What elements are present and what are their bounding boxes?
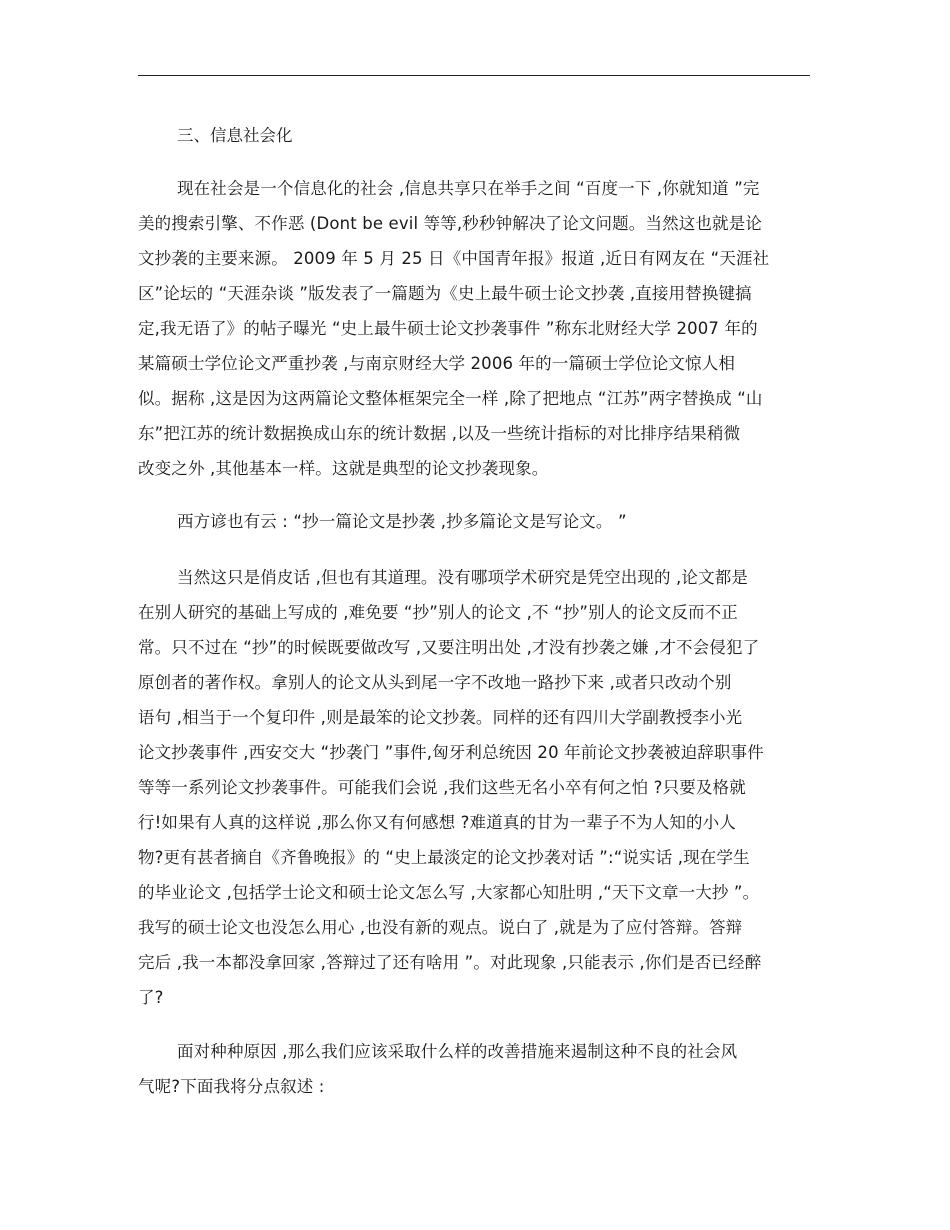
text-line: 论文抄袭事件 ,西安交大 “抄袭门 ”事件,匈牙利总统因 20 年前论文抄袭被迫辞职事件 — [138, 743, 764, 762]
text-line: 在别人研究的基础上写成的 ,难免要 “抄”别人的论文 ,不 “抄”别人的论文反而不正 — [138, 603, 738, 622]
text-line: 区”论坛的 “天涯杂谈 ”版发表了一篇题为《史上最牛硕士论文抄袭 ,直接用替换键搞 — [138, 284, 752, 303]
text-line: 西方谚也有云 : “抄一篇论文是抄袭 ,抄多篇论文是写论文。 ” — [177, 512, 627, 531]
text-line: 完后 ,我一本都没拿回家 ,答辩过了还有啥用 ”。对此现象 ,只能表示 ,你们是否已经醉 — [138, 953, 762, 972]
text-line: 原创者的著作权。拿别人的论文从头到尾一字不改地一路抄下来 ,或者只改动个别 — [138, 673, 732, 692]
text-line: 物?更有甚者摘自《齐鲁晚报》的 “史上最淡定的论文抄袭对话 ”:“说实话 ,现在学生 — [138, 848, 750, 867]
text-line: 似。据称 ,这是因为这两篇论文整体框架完全一样 ,除了把地点 “江苏”两字替换成 “山 — [138, 389, 763, 408]
text-line: 文抄袭的主要来源。 2009 年 5 月 25 日《中国青年报》报道 ,近日有网友在 “天涯社 — [138, 249, 770, 268]
text-line: 常。只不过在 “抄”的时候既要做改写 ,又要注明出处 ,才没有抄袭之嫌 ,才不会侵犯了 — [138, 638, 760, 657]
text-line: 行!如果有人真的这样说 ,那么你又有何感想 ?难道真的甘为一辈子不为人知的小人 — [138, 813, 736, 832]
header-rule — [138, 75, 810, 76]
text-line: 了? — [138, 988, 164, 1007]
text-line: 语句 ,相当于一个复印件 ,则是最笨的论文抄袭。同样的还有四川大学副教授李小光 — [138, 708, 743, 727]
text-line: 等等一系列论文抄袭事件。可能我们会说 ,我们这些无名小卒有何之怕 ?只要及格就 — [138, 778, 746, 797]
text-line: 面对种种原因 ,那么我们应该采取什么样的改善措施来遏制这种不良的社会风 — [177, 1042, 738, 1061]
text-line: 现在社会是一个信息化的社会 ,信息共享只在举手之间 “百度一下 ,你就知道 ”完 — [177, 179, 760, 198]
text-line: 的毕业论文 ,包括学士论文和硕士论文怎么写 ,大家都心知肚明 ,“天下文章一大抄 ”。 — [138, 883, 760, 902]
section-heading: 三、信息社会化 — [177, 126, 293, 145]
text-line: 我写的硕士论文也没怎么用心 ,也没有新的观点。说白了 ,就是为了应付答辩。答辩 — [138, 918, 743, 937]
text-line: 某篇硕士学位论文严重抄袭 ,与南京财经大学 2006 年的一篇硕士学位论文惊人相 — [138, 354, 735, 373]
text-line: 改变之外 ,其他基本一样。这就是典型的论文抄袭现象。 — [138, 459, 549, 478]
text-line: 美的搜索引擎、不作恶 (Dont be evil 等等,秒秒钟解决了论文问题。当然这也就是论 — [138, 214, 762, 233]
text-line: 气呢?下面我将分点叙述 : — [138, 1077, 325, 1096]
text-line: 定,我无语了》的帖子曝光 “史上最牛硕士论文抄袭事件 ”称东北财经大学 2007 年的 — [138, 319, 758, 338]
text-line: 当然这只是俏皮话 ,但也有其道理。没有哪项学术研究是凭空出现的 ,论文都是 — [177, 568, 749, 587]
text-line: 东”把江苏的统计数据换成山东的统计数据 ,以及一些统计指标的对比排序结果稍微 — [138, 424, 741, 443]
